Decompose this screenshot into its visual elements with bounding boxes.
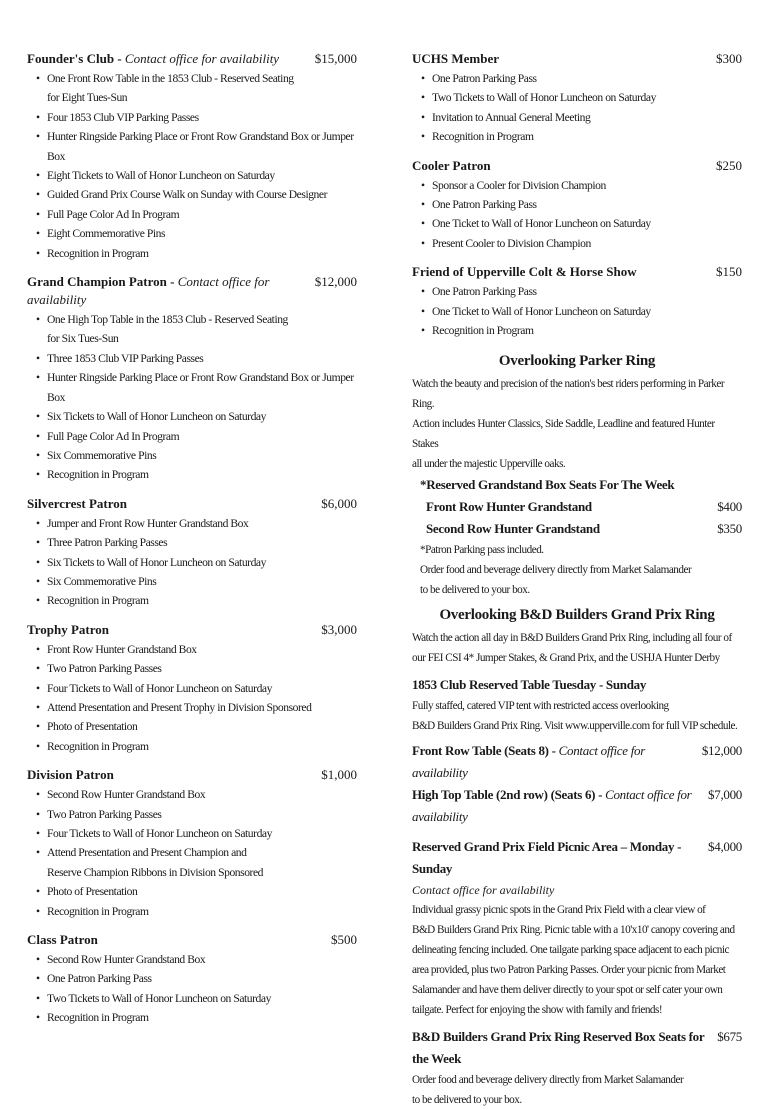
benefit-item: • Recognition in Program bbox=[37, 902, 357, 921]
tier-heading bbox=[27, 931, 357, 949]
tier-name: Trophy Patron bbox=[27, 621, 109, 637]
tier-grand-champion-patron bbox=[27, 273, 357, 485]
tier-price: $250 bbox=[716, 157, 742, 173]
benefit-list bbox=[27, 640, 357, 756]
tier-trophy-patron bbox=[27, 621, 357, 756]
right-column bbox=[412, 50, 742, 1110]
benefit-item: • Recognition in Program bbox=[37, 465, 357, 484]
benefit-list bbox=[412, 176, 742, 254]
benefit-item: • Two Tickets to Wall of Honor Luncheon on Saturday bbox=[422, 88, 742, 107]
benefit-list bbox=[412, 282, 742, 340]
high-top-table: High Top Table (2nd row) (Seats 6) - Contact office for availability $7,000 bbox=[412, 787, 742, 825]
bd-desc-2: our FEI CSI 4* Jumper Stakes, & Grand Prix, and the USHJA Hunter Derby bbox=[412, 652, 720, 665]
picnic-availability: Contact office for availability bbox=[412, 883, 555, 898]
tier-heading bbox=[27, 766, 357, 784]
picnic-description bbox=[412, 900, 742, 1020]
picnic-line: Salamander and have them deliver directly to your spot or self cater your own bbox=[412, 984, 723, 997]
benefit-item: • Photo of Presentation bbox=[37, 717, 357, 736]
benefit-list bbox=[27, 310, 357, 485]
tier-availability: Contact office for availability bbox=[27, 274, 270, 308]
tier-heading bbox=[412, 157, 742, 175]
benefit-item: • One High Top Table in the 1853 Club - Reserved Seating for Six Tues-Sun bbox=[37, 310, 357, 349]
benefit-item: • Recognition in Program bbox=[37, 244, 357, 263]
benefit-item: • Eight Commemorative Pins bbox=[37, 224, 357, 243]
benefit-item: • Recognition in Program bbox=[422, 127, 742, 146]
benefit-item: • Recognition in Program bbox=[37, 737, 357, 756]
tier-name: UCHS Member bbox=[412, 51, 500, 66]
front-row-grandstand: Front Row Hunter Grandstand $400 bbox=[426, 499, 742, 515]
left-column bbox=[27, 50, 357, 1038]
benefit-item: • One Patron Parking Pass bbox=[422, 69, 742, 88]
tier-name: Founder's Club bbox=[27, 51, 115, 66]
benefit-item: • Jumper and Front Row Hunter Grandstand Box bbox=[37, 514, 357, 533]
benefit-item: • One Patron Parking Pass bbox=[422, 195, 742, 214]
benefit-item: • Two Tickets to Wall of Honor Luncheon on Saturday bbox=[37, 989, 357, 1008]
benefit-item: • Recognition in Program bbox=[37, 591, 357, 610]
parker-desc-3: all under the majestic Upperville oaks. bbox=[412, 458, 566, 471]
benefit-item: • One Ticket to Wall of Honor Luncheon on Saturday bbox=[422, 214, 742, 233]
front-row-table: Front Row Table (Seats 8) - Contact office for availability $12,000 bbox=[412, 743, 742, 781]
tier-division-patron bbox=[27, 766, 357, 921]
tier-name: Division Patron bbox=[27, 767, 114, 783]
benefit-item: • Six Tickets to Wall of Honor Luncheon on Saturday bbox=[37, 553, 357, 572]
benefit-item: • One Patron Parking Pass bbox=[37, 969, 357, 988]
parker-note-2: Order food and beverage delivery directly from Market Salamander bbox=[420, 564, 692, 577]
tier-class-patron bbox=[27, 931, 357, 1028]
benefit-list bbox=[412, 69, 742, 147]
tier-founder-s-club bbox=[27, 50, 357, 263]
box-desc-1: Order food and beverage delivery directly from Market Salamander bbox=[412, 1074, 684, 1087]
benefit-item: • Six Commemorative Pins bbox=[37, 572, 357, 591]
benefit-item: • Three Patron Parking Passes bbox=[37, 533, 357, 552]
tier-name: Grand Champion Patron bbox=[27, 274, 167, 290]
club-desc-2: B&D Builders Grand Prix Ring. Visit www.upperville.com for full VIP schedule. bbox=[412, 720, 738, 733]
tier-heading bbox=[412, 50, 742, 68]
grandstand-box-heading: *Reserved Grandstand Box Seats For The Week bbox=[420, 477, 675, 493]
picnic-area: Reserved Grand Prix Field Picnic Area – Monday - Sunday $4,000 bbox=[412, 839, 742, 877]
benefit-item: • Attend Presentation and Present Champion and Reserve Champion Ribbons in Division Sponsored bbox=[37, 843, 357, 882]
benefit-item: • Sponsor a Cooler for Division Champion bbox=[422, 176, 742, 195]
parker-note-3: to be delivered to your box. bbox=[420, 584, 530, 597]
picnic-line: B&D Builders Grand Prix Ring. Picnic table with a 10'x10' canopy covering and bbox=[412, 924, 735, 937]
tier-price: $12,000 bbox=[314, 274, 357, 290]
benefit-item: • Invitation to Annual General Meeting bbox=[422, 108, 742, 127]
benefit-item: • Second Row Hunter Grandstand Box bbox=[37, 950, 357, 969]
tier-heading bbox=[27, 495, 357, 513]
tier-price: $6,000 bbox=[321, 495, 357, 511]
tier-friend-of-upperville-colt-horse-show bbox=[412, 263, 742, 340]
tier-cooler-patron bbox=[412, 157, 742, 254]
parker-desc-1: Watch the beauty and precision of the nation's best riders performing in Parker Ring. bbox=[412, 378, 725, 411]
tier-name: Class Patron bbox=[27, 932, 98, 948]
parker-desc-2: Action includes Hunter Classics, Side Saddle, Leadline and featured Hunter Stakes bbox=[412, 418, 715, 451]
tier-price: $300 bbox=[716, 51, 742, 66]
picnic-line: Individual grassy picnic spots in the Grand Prix Field with a clear view of bbox=[412, 904, 706, 917]
benefit-item: • Full Page Color Ad In Program bbox=[37, 205, 357, 224]
tier-silvercrest-patron bbox=[27, 495, 357, 611]
benefit-item: • Six Tickets to Wall of Honor Luncheon on Saturday bbox=[37, 407, 357, 426]
benefit-item: • Four 1853 Club VIP Parking Passes bbox=[37, 108, 357, 127]
tier-name: Friend of Upperville Colt & Horse Show bbox=[412, 264, 637, 280]
club-table-heading: 1853 Club Reserved Table Tuesday - Sunday bbox=[412, 677, 647, 693]
reserved-box-seats: B&D Builders Grand Prix Ring Reserved Box Seats for the Week $675 bbox=[412, 1029, 742, 1067]
benefit-item: • One Ticket to Wall of Honor Luncheon on Saturday bbox=[422, 302, 742, 321]
tier-heading: Grand Champion Patron - Contact office for availability $12,000 bbox=[27, 274, 357, 308]
benefit-item: • Present Cooler to Division Champion bbox=[422, 234, 742, 253]
benefit-item: • Guided Grand Prix Course Walk on Sunday with Course Designer bbox=[37, 185, 357, 204]
tier-price: $500 bbox=[331, 932, 357, 948]
tier-heading bbox=[412, 263, 742, 281]
benefit-item: • Four Tickets to Wall of Honor Luncheon on Saturday bbox=[37, 679, 357, 698]
tier-availability: Contact office for availability bbox=[124, 51, 280, 66]
parker-ring-title: Overlooking Parker Ring bbox=[498, 353, 656, 370]
bd-ring-section bbox=[412, 604, 742, 1110]
benefit-item: • Recognition in Program bbox=[37, 1008, 357, 1027]
benefit-list bbox=[27, 785, 357, 921]
benefit-list bbox=[27, 514, 357, 611]
benefit-item: • Four Tickets to Wall of Honor Luncheon on Saturday bbox=[37, 824, 357, 843]
tier-heading: Founder's Club - Contact office for availability $15,000 bbox=[27, 51, 357, 66]
benefit-item: • Front Row Hunter Grandstand Box bbox=[37, 640, 357, 659]
club-desc-1: Fully staffed, catered VIP tent with restricted access overlooking bbox=[412, 700, 669, 713]
benefit-item: • Three 1853 Club VIP Parking Passes bbox=[37, 349, 357, 368]
benefit-list bbox=[27, 69, 357, 263]
benefit-item: • Hunter Ringside Parking Place or Front Row Grandstand Box or Jumper Box bbox=[37, 368, 357, 407]
parker-ring-section bbox=[412, 350, 742, 600]
benefit-item: • Six Commemorative Pins bbox=[37, 446, 357, 465]
bd-desc-1: Watch the action all day in B&D Builders Grand Prix Ring, including all four of bbox=[412, 632, 732, 645]
benefit-item: • Two Patron Parking Passes bbox=[37, 659, 357, 678]
tier-heading bbox=[27, 621, 357, 639]
box-desc-2: to be delivered to your box. bbox=[412, 1094, 522, 1107]
benefit-list bbox=[27, 950, 357, 1028]
benefit-item: • Hunter Ringside Parking Place or Front Row Grandstand Box or Jumper Box bbox=[37, 127, 357, 166]
benefit-item: • Eight Tickets to Wall of Honor Luncheon on Saturday bbox=[37, 166, 357, 185]
picnic-line: delineating fencing included. One tailgate parking space adjacent to each picnic bbox=[412, 944, 729, 957]
tier-name: Silvercrest Patron bbox=[27, 495, 128, 511]
benefit-item: • Recognition in Program bbox=[422, 321, 742, 340]
second-row-grandstand: Second Row Hunter Grandstand $350 bbox=[426, 521, 742, 537]
benefit-item: • Second Row Hunter Grandstand Box bbox=[37, 785, 357, 804]
benefit-item: • One Patron Parking Pass bbox=[422, 282, 742, 301]
benefit-item: • Two Patron Parking Passes bbox=[37, 805, 357, 824]
benefit-item: • Photo of Presentation bbox=[37, 882, 357, 901]
tier-price: $15,000 bbox=[314, 51, 357, 66]
bd-ring-title: Overlooking B&D Builders Grand Prix Ring bbox=[439, 607, 715, 624]
tier-price: $150 bbox=[716, 264, 742, 280]
tier-price: $3,000 bbox=[321, 621, 357, 637]
benefit-item: • Full Page Color Ad In Program bbox=[37, 427, 357, 446]
benefit-item: • Attend Presentation and Present Trophy in Division Sponsored bbox=[37, 698, 357, 717]
picnic-line: tailgate. Perfect for enjoying the show with family and friends! bbox=[412, 1004, 663, 1017]
picnic-line: area provided, plus two Patron Parking Passes. Order your picnic from Market bbox=[412, 964, 726, 977]
tier-name: Cooler Patron bbox=[412, 157, 491, 173]
parker-note-1: *Patron Parking pass included. bbox=[420, 544, 544, 557]
benefit-item: • One Front Row Table in the 1853 Club - Reserved Seating for Eight Tues-Sun bbox=[37, 69, 357, 108]
tier-price: $1,000 bbox=[321, 767, 357, 783]
tier-uchs-member bbox=[412, 50, 742, 147]
